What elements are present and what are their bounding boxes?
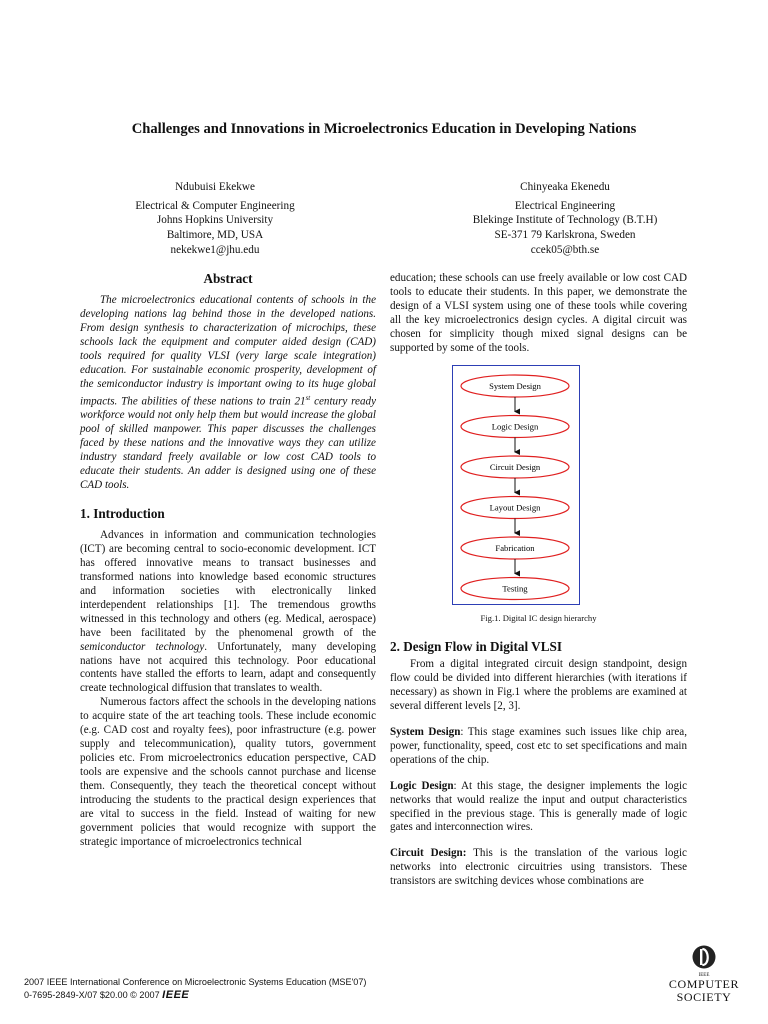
paragraph: education; these schools can use freely available or low cost CAD tools to educate their students. In this paper, we demonstrate the design of a VLSI system using one of these tools while covering all the key microelectronics design cycles. A digital circuit was chosen for simplicity though mixed signal designs can be supported by some of the tools. — [390, 272, 687, 354]
author-affiliation: Electrical Engineering — [514, 199, 616, 212]
paragraph: Advances in information and communication technologies (ICT) are becoming central to socio-economic development. ICT has offered innovative means to transact businesses and transformed nations into knowledge based economic structures and information societies with electronically linked interdependent relationships [1]. The tremendous growths witnessed in this technology and others (eg. Medical, aerospace) have been facilitated by the phenomenal growth of the semiconductor technology. Unfortunately, many developing nations have not acquired this technology. Poor educational contents have stalled the efforts to learn, adapt and consequently create technological diffusion that translates to wealth. — [80, 528, 376, 695]
author-email: nekekwe1@jhu.edu — [170, 243, 260, 256]
stage-label: Layout Design — [489, 502, 541, 513]
computer-society-emblem-icon — [691, 944, 717, 970]
footer-conference: 2007 IEEE International Conference on Microelectronic Systems Education (MSE'07) — [24, 977, 367, 987]
paragraph-logic-design: Logic Design: At this stage, the designer implements the logic networks that would realize the input and output characteristics specified in the previous stage. This is generally made of logic gates and interconnection wires. — [390, 779, 687, 834]
abstract-text: The microelectronics educational contents of schools in the developing nations lag behind those in the developed nations. From design synthesis to characterization of microchips, these schools lack the equipment and computer aided design (CAD) tools required for quality VLSI (very large scale integration) education. For sustainable economic prosperity, development of the semiconductor industry is important owing to its huge global impacts. The abilities of these nations to train 21st century ready workforce would not only help them but would increase the global pool of skilled manpower. This paper discusses the challenges faced by these nations and the innovative ways they can utilize industry standard freely available or low cost CAD tools to educate their students. An adder is designed using one of these CAD tools. — [80, 293, 376, 492]
stage-label: System Design — [489, 381, 541, 391]
left-column — [80, 272, 376, 850]
stage-label: Circuit Design — [489, 462, 541, 472]
ieee-logo: IEEE — [162, 988, 190, 1001]
author-email: ccek05@bth.se — [530, 243, 600, 256]
footer-copyright: 0-7695-2849-X/07 $20.00 © 2007 IEEE — [24, 988, 190, 1001]
author-name: Ndubuisi Ekekwe — [175, 181, 255, 193]
author-affiliation: SE-371 79 Karlskrona, Sweden — [494, 229, 636, 242]
section-heading-design-flow: 2. Design Flow in Digital VLSI — [390, 639, 562, 654]
flow-diagram — [453, 366, 579, 604]
stage-label: Logic Design — [491, 421, 539, 432]
paragraph: Numerous factors affect the schools in the developing nations to acquire state of the art teaching tools. These include economic (e.g. CAD cost and royalty fees), poor infrastructure (e.g. power supply and telecommunication), quality tutors, government policies etc. From microelectronics education perspective, CAD tools are expensive and the schools cannot purchase and license them. Consequently, they teach the theoretical concept without introducing the students to the practical design experiences that are vital to success in the field. Instead of waiting for new government policies that would recognize with support the strategic importance of microelectronics technical — [80, 696, 376, 848]
figure-caption: Fig.1. Digital IC design hierarchy — [480, 613, 597, 623]
logo-line-2: SOCIETY — [676, 990, 732, 1004]
author-name: Chinyeaka Ekenedu — [520, 181, 610, 193]
stage-label: Testing — [502, 583, 528, 594]
logo-ieee-small: IEEE — [698, 973, 710, 978]
paper-title: Challenges and Innovations in Microelectronics Education in Developing Nations — [131, 121, 637, 137]
right-column-bottom — [390, 640, 687, 889]
footer — [24, 976, 366, 1001]
paragraph-circuit-design: Circuit Design: This is the translation of the various logic networks into electronic circuitries using transistors. These transistors are switching devices whose combinations are — [390, 847, 687, 888]
logo-line-1: COMPUTER — [668, 977, 740, 991]
paragraph: From a digital integrated circuit design standpoint, design flow could be divided into different hierarchies (with iterations if necessary) as shown in Fig.1 where the problems are examined at several different levels [2, 3]. — [390, 657, 687, 712]
stage-label: Fabrication — [495, 543, 535, 553]
author-block-2 — [420, 180, 710, 258]
author-affiliation: Electrical & Computer Engineering — [135, 199, 295, 212]
author-block-1 — [95, 180, 335, 258]
abstract-heading: Abstract — [203, 271, 253, 286]
paragraph-system-design: System Design: This stage examines such issues like chip area, power, functionality, speed, cost etc to set specifications and main operations of the chip. — [390, 725, 688, 766]
section-heading-introduction: 1. Introduction — [80, 505, 165, 521]
right-column-top — [390, 272, 687, 356]
design-hierarchy-figure — [452, 365, 580, 605]
computer-society-logo — [662, 944, 746, 1002]
author-affiliation: Johns Hopkins University — [156, 214, 274, 227]
author-affiliation: Blekinge Institute of Technology (B.T.H) — [472, 214, 658, 227]
author-affiliation: Baltimore, MD, USA — [166, 229, 264, 242]
